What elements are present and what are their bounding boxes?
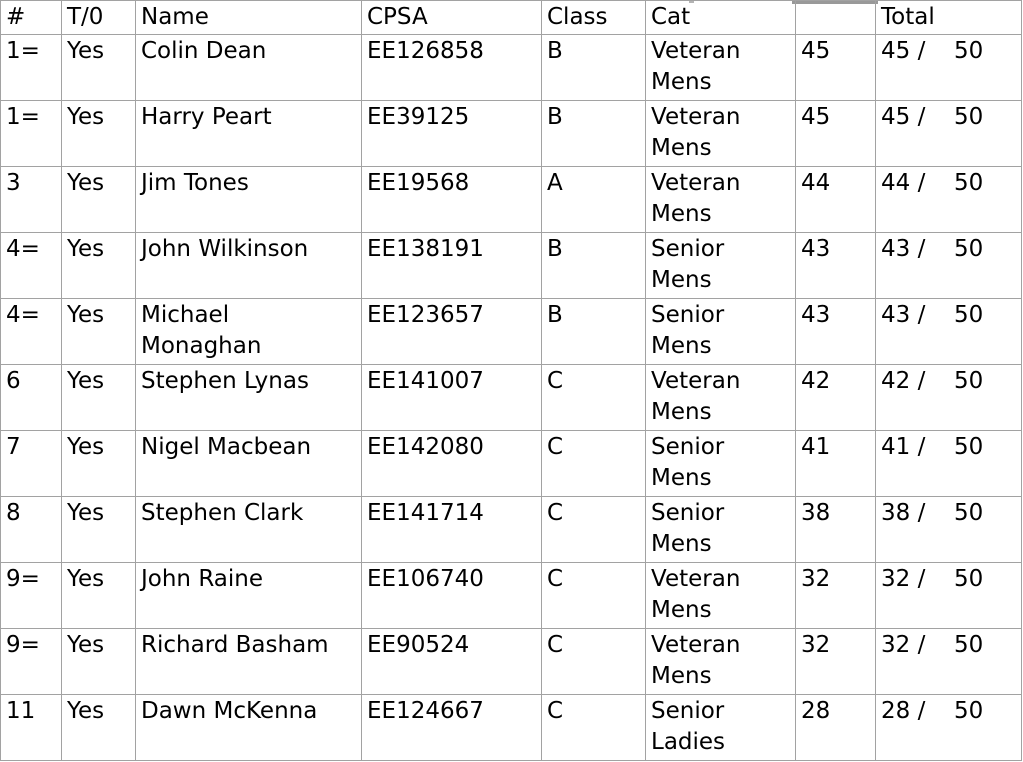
cell-score: 43	[796, 299, 876, 365]
total-max-text: 50	[954, 38, 984, 64]
table-row	[1, 35, 1022, 101]
table-row	[1, 233, 1022, 299]
cell-name: John Raine	[136, 563, 362, 629]
cell-cpsa: EE142080	[362, 431, 542, 497]
total-score-text: 32 /	[881, 632, 926, 658]
total-max-text: 50	[954, 302, 984, 328]
cell-cpsa: EE19568	[362, 167, 542, 233]
cell-total	[876, 35, 1022, 101]
cell-rank: 4=	[1, 299, 62, 365]
cell-cpsa: EE124667	[362, 695, 542, 761]
cell-name: Nigel Macbean	[136, 431, 362, 497]
table-row	[1, 101, 1022, 167]
total-max-text: 50	[954, 236, 984, 262]
cell-total	[876, 167, 1022, 233]
cell-cat: Veteran Mens	[646, 101, 796, 167]
table-row	[1, 497, 1022, 563]
cell-total	[876, 299, 1022, 365]
cell-score: 42	[796, 365, 876, 431]
cell-total	[876, 101, 1022, 167]
total-score-text: 38 /	[881, 500, 926, 526]
cell-score: 32	[796, 563, 876, 629]
column-header-rank: #	[1, 1, 62, 35]
cell-rank: 4=	[1, 233, 62, 299]
cell-score: 32	[796, 629, 876, 695]
cell-class: C	[542, 497, 646, 563]
total-max-text: 50	[954, 566, 984, 592]
cell-name: Stephen Lynas	[136, 365, 362, 431]
column-header-total: Total	[876, 1, 1022, 35]
cell-t0: Yes	[62, 299, 136, 365]
cell-cat: Veteran Mens	[646, 563, 796, 629]
cell-class: B	[542, 233, 646, 299]
cell-cat: Senior Mens	[646, 497, 796, 563]
cell-class: B	[542, 299, 646, 365]
cell-cpsa: EE123657	[362, 299, 542, 365]
total-max-text: 50	[954, 170, 984, 196]
cell-score: 38	[796, 497, 876, 563]
total-score-text: 45 /	[881, 38, 926, 64]
table-row	[1, 431, 1022, 497]
cell-total	[876, 629, 1022, 695]
cell-t0: Yes	[62, 365, 136, 431]
cell-rank: 7	[1, 431, 62, 497]
cell-name: Richard Basham	[136, 629, 362, 695]
total-score-text: 32 /	[881, 566, 926, 592]
cell-rank: 9=	[1, 563, 62, 629]
cell-class: C	[542, 431, 646, 497]
cell-rank: 6	[1, 365, 62, 431]
cell-score: 45	[796, 101, 876, 167]
cell-total	[876, 695, 1022, 761]
table-row	[1, 299, 1022, 365]
cell-score: 45	[796, 35, 876, 101]
cell-score: 28	[796, 695, 876, 761]
cell-t0: Yes	[62, 695, 136, 761]
cell-cat: Veteran Mens	[646, 35, 796, 101]
cell-class: C	[542, 365, 646, 431]
table-row	[1, 365, 1022, 431]
cell-rank: 1=	[1, 101, 62, 167]
cell-total	[876, 497, 1022, 563]
total-score-text: 45 /	[881, 104, 926, 130]
cell-class: C	[542, 629, 646, 695]
cell-t0: Yes	[62, 431, 136, 497]
cell-name: Harry Peart	[136, 101, 362, 167]
cell-t0: Yes	[62, 563, 136, 629]
column-header-cpsa: CPSA	[362, 1, 542, 35]
cell-cpsa: EE138191	[362, 233, 542, 299]
table-body	[1, 35, 1022, 761]
cell-cat: Senior Mens	[646, 299, 796, 365]
cell-class: C	[542, 695, 646, 761]
cell-name: Jim Tones	[136, 167, 362, 233]
cell-total	[876, 365, 1022, 431]
cell-t0: Yes	[62, 167, 136, 233]
cell-score: 41	[796, 431, 876, 497]
table-row	[1, 695, 1022, 761]
total-max-text: 50	[954, 500, 984, 526]
cell-cpsa: EE90524	[362, 629, 542, 695]
cell-t0: Yes	[62, 35, 136, 101]
column-header-t0: T/0	[62, 1, 136, 35]
total-max-text: 50	[954, 434, 984, 460]
total-max-text: 50	[954, 698, 984, 724]
column-header-class: Class	[542, 1, 646, 35]
cell-rank: 1=	[1, 35, 62, 101]
cell-total	[876, 563, 1022, 629]
cell-cat: Senior Ladies	[646, 695, 796, 761]
cell-class: C	[542, 563, 646, 629]
total-max-text: 50	[954, 104, 984, 130]
column-header-name: Name	[136, 1, 362, 35]
column-header-score	[796, 1, 876, 35]
cell-rank: 3	[1, 167, 62, 233]
cell-name: Stephen Clark	[136, 497, 362, 563]
column-header-cat: Cat	[646, 1, 796, 35]
cell-cpsa: EE106740	[362, 563, 542, 629]
table-row	[1, 563, 1022, 629]
cell-name: Michael Monaghan	[136, 299, 362, 365]
cell-score: 44	[796, 167, 876, 233]
cell-cat: Senior Mens	[646, 233, 796, 299]
cell-name: Colin Dean	[136, 35, 362, 101]
table-row	[1, 167, 1022, 233]
cell-class: B	[542, 35, 646, 101]
cell-t0: Yes	[62, 233, 136, 299]
cell-t0: Yes	[62, 497, 136, 563]
cell-cat: Veteran Mens	[646, 167, 796, 233]
cell-cat: Veteran Mens	[646, 629, 796, 695]
cell-cpsa: EE141714	[362, 497, 542, 563]
cell-total	[876, 233, 1022, 299]
cell-class: A	[542, 167, 646, 233]
cell-score: 43	[796, 233, 876, 299]
total-score-text: 28 /	[881, 698, 926, 724]
cell-t0: Yes	[62, 629, 136, 695]
total-max-text: 50	[954, 368, 984, 394]
cell-rank: 11	[1, 695, 62, 761]
cell-rank: 8	[1, 497, 62, 563]
total-score-text: 41 /	[881, 434, 926, 460]
cell-t0: Yes	[62, 101, 136, 167]
total-score-text: 43 /	[881, 236, 926, 262]
header-row	[1, 1, 1022, 35]
cell-cat: Veteran Mens	[646, 365, 796, 431]
total-score-text: 42 /	[881, 368, 926, 394]
total-score-text: 43 /	[881, 302, 926, 328]
cell-name: John Wilkinson	[136, 233, 362, 299]
cell-class: B	[542, 101, 646, 167]
cell-rank: 9=	[1, 629, 62, 695]
cell-cpsa: EE39125	[362, 101, 542, 167]
cell-total	[876, 431, 1022, 497]
cell-cpsa: EE126858	[362, 35, 542, 101]
cell-name: Dawn McKenna	[136, 695, 362, 761]
cell-cat: Senior Mens	[646, 431, 796, 497]
table-row	[1, 629, 1022, 695]
total-score-text: 44 /	[881, 170, 926, 196]
cell-cpsa: EE141007	[362, 365, 542, 431]
total-max-text: 50	[954, 632, 984, 658]
